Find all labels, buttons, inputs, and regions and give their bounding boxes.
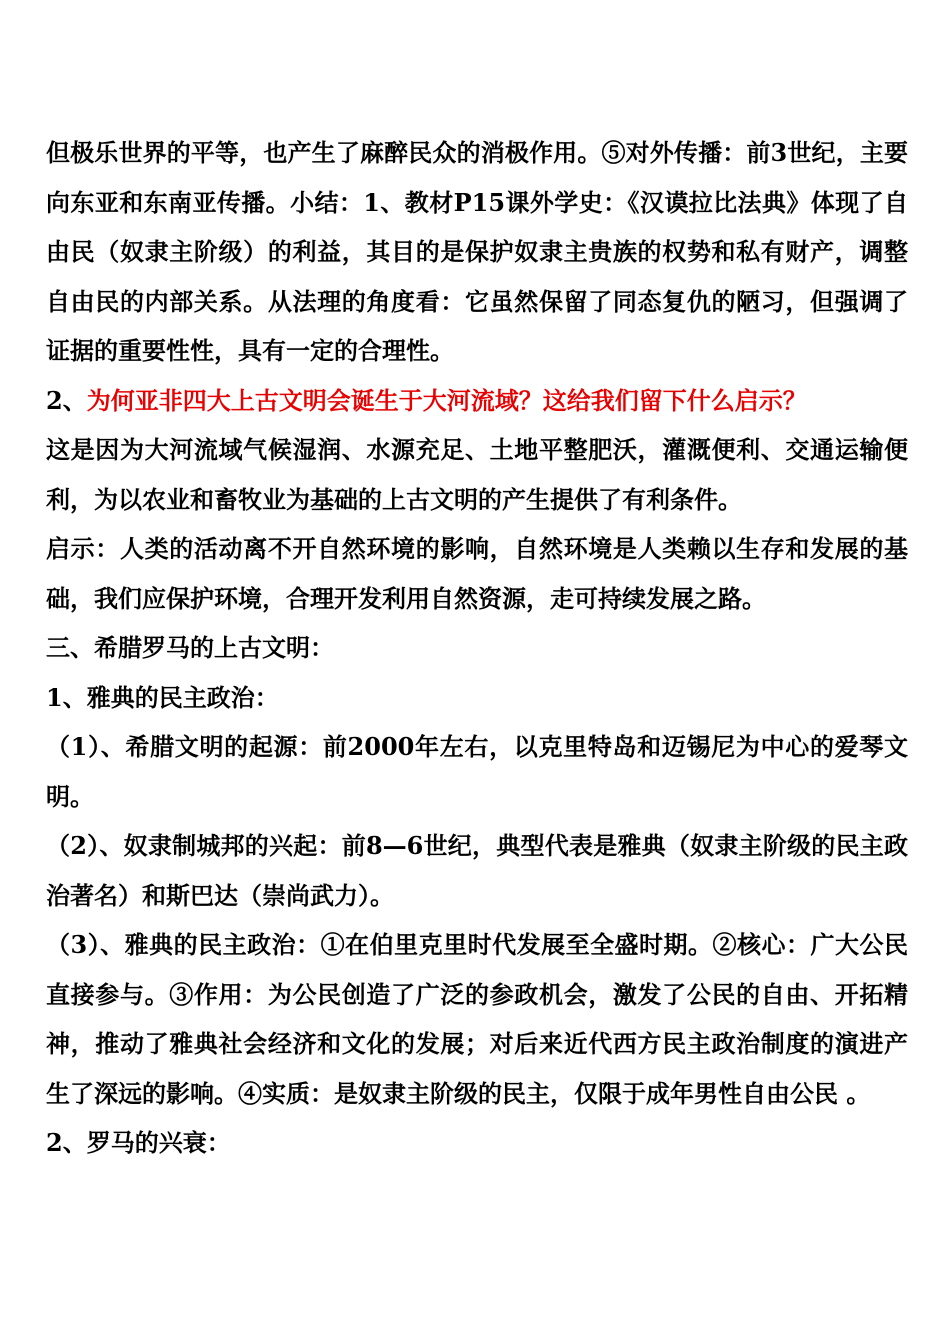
paragraph-river-reason: 这是因为大河流域气候湿润、水源充足、土地平整肥沃，灌溉便利、交通运输便利，为以农业和畜牧业为基础的上古文明的产生提供了有利条件。	[46, 435, 908, 514]
subheading-athens-democracy: 1、雅典的民主政治：	[46, 682, 279, 712]
subheading-rome-rise-fall: 2、罗马的兴衰：	[46, 1128, 231, 1157]
paragraph-question-heading	[46, 376, 908, 426]
paragraph-greek-origin: （1）、希腊文明的起源：前2000年左右，以克里特岛和迈锡尼为中心的爱琴文明。	[46, 732, 908, 811]
section-heading-greece-rome: 三、希腊罗马的上古文明：	[46, 633, 334, 662]
document-page	[46, 128, 908, 1168]
question-highlight: 为何亚非四大上古文明会诞生于大河流域？这给我们留下什么启示？	[86, 385, 807, 415]
paragraph-athens-politics: （3）、雅典的民主政治：①在伯里克里时代发展至全盛时期。②核心：广大公民直接参与。③作用：为公民创造了广泛的参政机会，激发了公民的自由、开拓精神，推动了雅典社会经济和文化的发展；对后来近代西方民主政治制度的演进产生了深远的影响。④实质：是奴隶主阶级的民主，仅限于成年男性自由公民 。	[46, 930, 908, 1108]
paragraph-city-states: （2）、奴隶制城邦的兴起：前8—6世纪，典型代表是雅典（奴隶主阶级的民主政治著名）和斯巴达（崇尚武力）。	[46, 831, 908, 910]
paragraph-inspiration: 启示：人类的活动离不开自然环境的影响，自然环境是人类赖以生存和发展的基础，我们应保护环境，合理开发利用自然资源，走可持续发展之路。	[46, 534, 908, 613]
paragraph-hammurabi-summary: 但极乐世界的平等，也产生了麻醉民众的消极作用。⑤对外传播：前3世纪，主要向东亚和东南亚传播。小结：1、教材P15课外学史：《汉谟拉比法典》体现了自由民（奴隶主阶级）的利益，其目的是保护奴隶主贵族的权势和私有财产，调整自由民的内部关系。从法理的角度看：它虽然保留了同态复仇的陋习，但强调了证据的重要性性，具有一定的合理性。	[46, 138, 908, 365]
question-number: 2、	[46, 385, 87, 415]
